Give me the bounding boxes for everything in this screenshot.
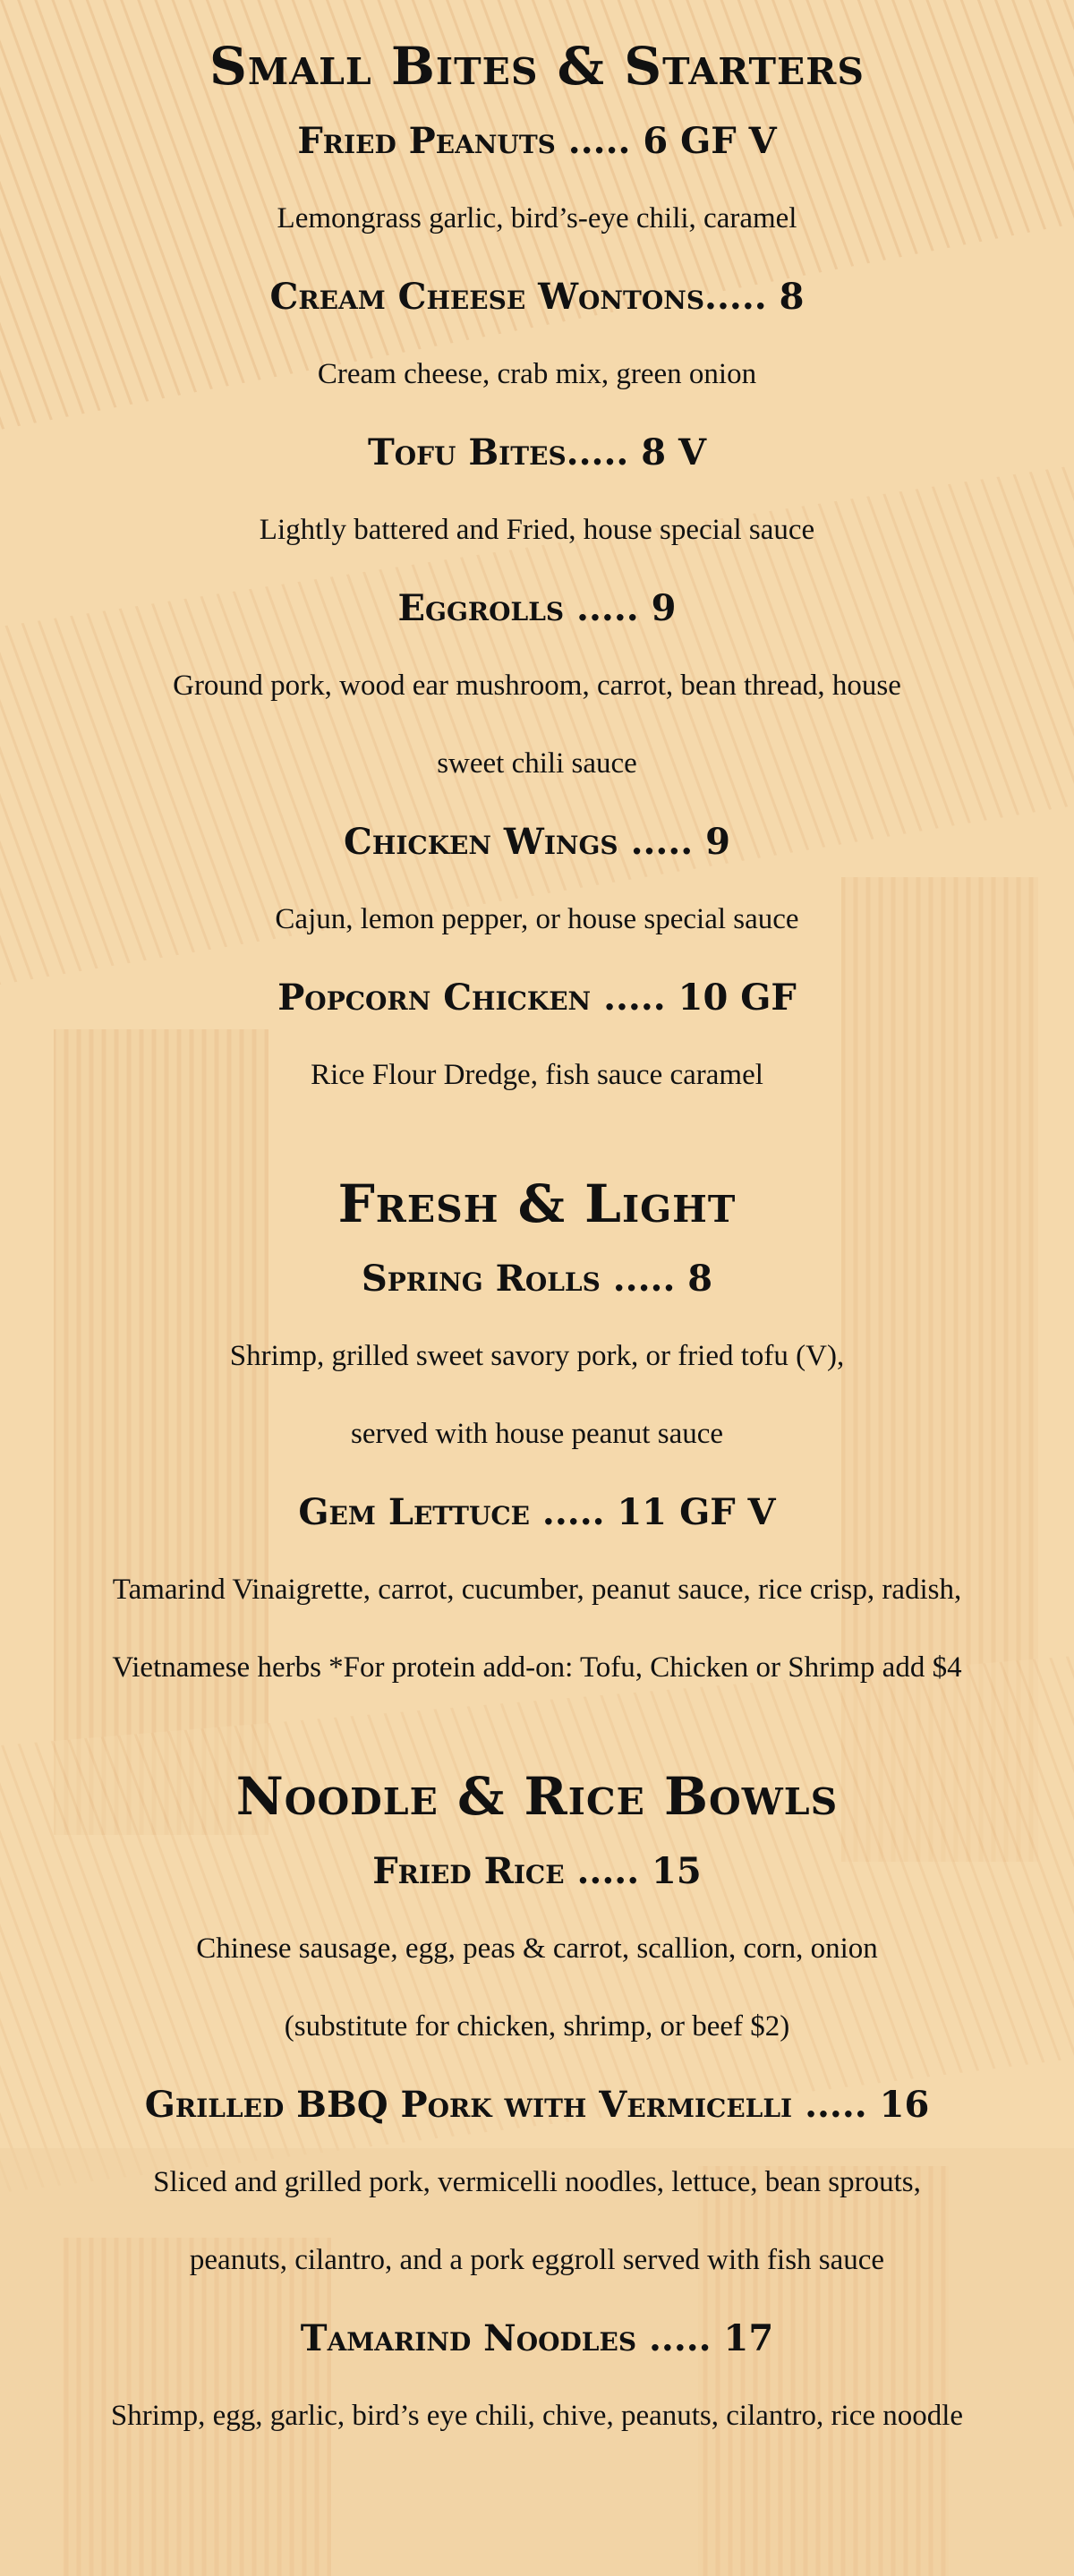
section-title: Small Bites & Starters xyxy=(209,36,865,97)
section-title: Noodle & Rice Bowls xyxy=(235,1766,839,1827)
item-title: Eggrolls ..... 9 xyxy=(397,586,677,629)
item-title: Tofu Bites..... 8 V xyxy=(367,431,707,473)
section-fresh-light xyxy=(0,1168,1074,1707)
item-description: sweet chili sauce xyxy=(437,747,637,780)
section-title: Fresh & Light xyxy=(337,1173,737,1234)
item-title: Chicken Wings ..... 9 xyxy=(344,820,730,863)
item-title: Fried Peanuts ..... 6 GF V xyxy=(297,119,777,162)
menu-item xyxy=(0,258,1074,414)
menu-item xyxy=(0,2066,1074,2299)
item-description: Ground pork, wood ear mushroom, carrot, bean thread, house xyxy=(173,670,901,702)
item-description: Sliced and grilled pork, vermicelli noodles, lettuce, bean sprouts, xyxy=(153,2166,921,2198)
item-description: Shrimp, grilled sweet savory pork, or fried tofu (V), xyxy=(229,1340,845,1372)
menu-item xyxy=(0,569,1074,803)
item-title: Popcorn Chicken ..... 10 GF xyxy=(277,976,797,1019)
menu-item xyxy=(0,1832,1074,2066)
item-title: Grilled BBQ Pork with Vermicelli ..... 16 xyxy=(144,2083,930,2126)
item-description: Chinese sausage, egg, peas & carrot, scallion, corn, onion xyxy=(196,1932,878,1965)
menu-item xyxy=(0,959,1074,1114)
item-description: Shrimp, egg, garlic, bird’s eye chili, chive, peanuts, cilantro, rice noodle xyxy=(110,2400,964,2432)
menu-item xyxy=(0,2299,1074,2455)
item-description: Vietnamese herbs *For protein add-on: Tofu, Chicken or Shrimp add $4 xyxy=(112,1651,962,1684)
item-description: Lightly battered and Fried, house special sauce xyxy=(259,514,815,546)
item-description: Cajun, lemon pepper, or house special sauce xyxy=(275,903,799,935)
item-description: Rice Flour Dredge, fish sauce caramel xyxy=(311,1059,763,1091)
menu-item xyxy=(0,803,1074,959)
menu-item xyxy=(0,1240,1074,1473)
section-small-bites xyxy=(0,30,1074,1114)
item-title: Spring Rolls ..... 8 xyxy=(361,1257,713,1300)
item-description: Cream cheese, crab mix, green onion xyxy=(317,358,757,390)
section-noodle-rice xyxy=(0,1761,1074,2455)
item-title: Fried Rice ..... 15 xyxy=(372,1849,702,1892)
item-title: Cream Cheese Wontons..... 8 xyxy=(269,275,805,318)
item-description: served with house peanut sauce xyxy=(350,1418,724,1450)
menu-item xyxy=(0,1473,1074,1707)
item-description: peanuts, cilantro, and a pork eggroll served with fish sauce xyxy=(189,2244,885,2276)
item-description: Lemongrass garlic, bird’s-eye chili, caramel xyxy=(277,202,797,235)
item-description: (substitute for chicken, shrimp, or beef $2) xyxy=(284,2010,790,2043)
menu-item xyxy=(0,414,1074,569)
item-description: Tamarind Vinaigrette, carrot, cucumber, peanut sauce, rice crisp, radish, xyxy=(112,1574,962,1606)
item-title: Gem Lettuce ..... 11 GF V xyxy=(298,1490,776,1533)
item-title: Tamarind Noodles ..... 17 xyxy=(300,2316,774,2359)
menu-item xyxy=(0,102,1074,258)
